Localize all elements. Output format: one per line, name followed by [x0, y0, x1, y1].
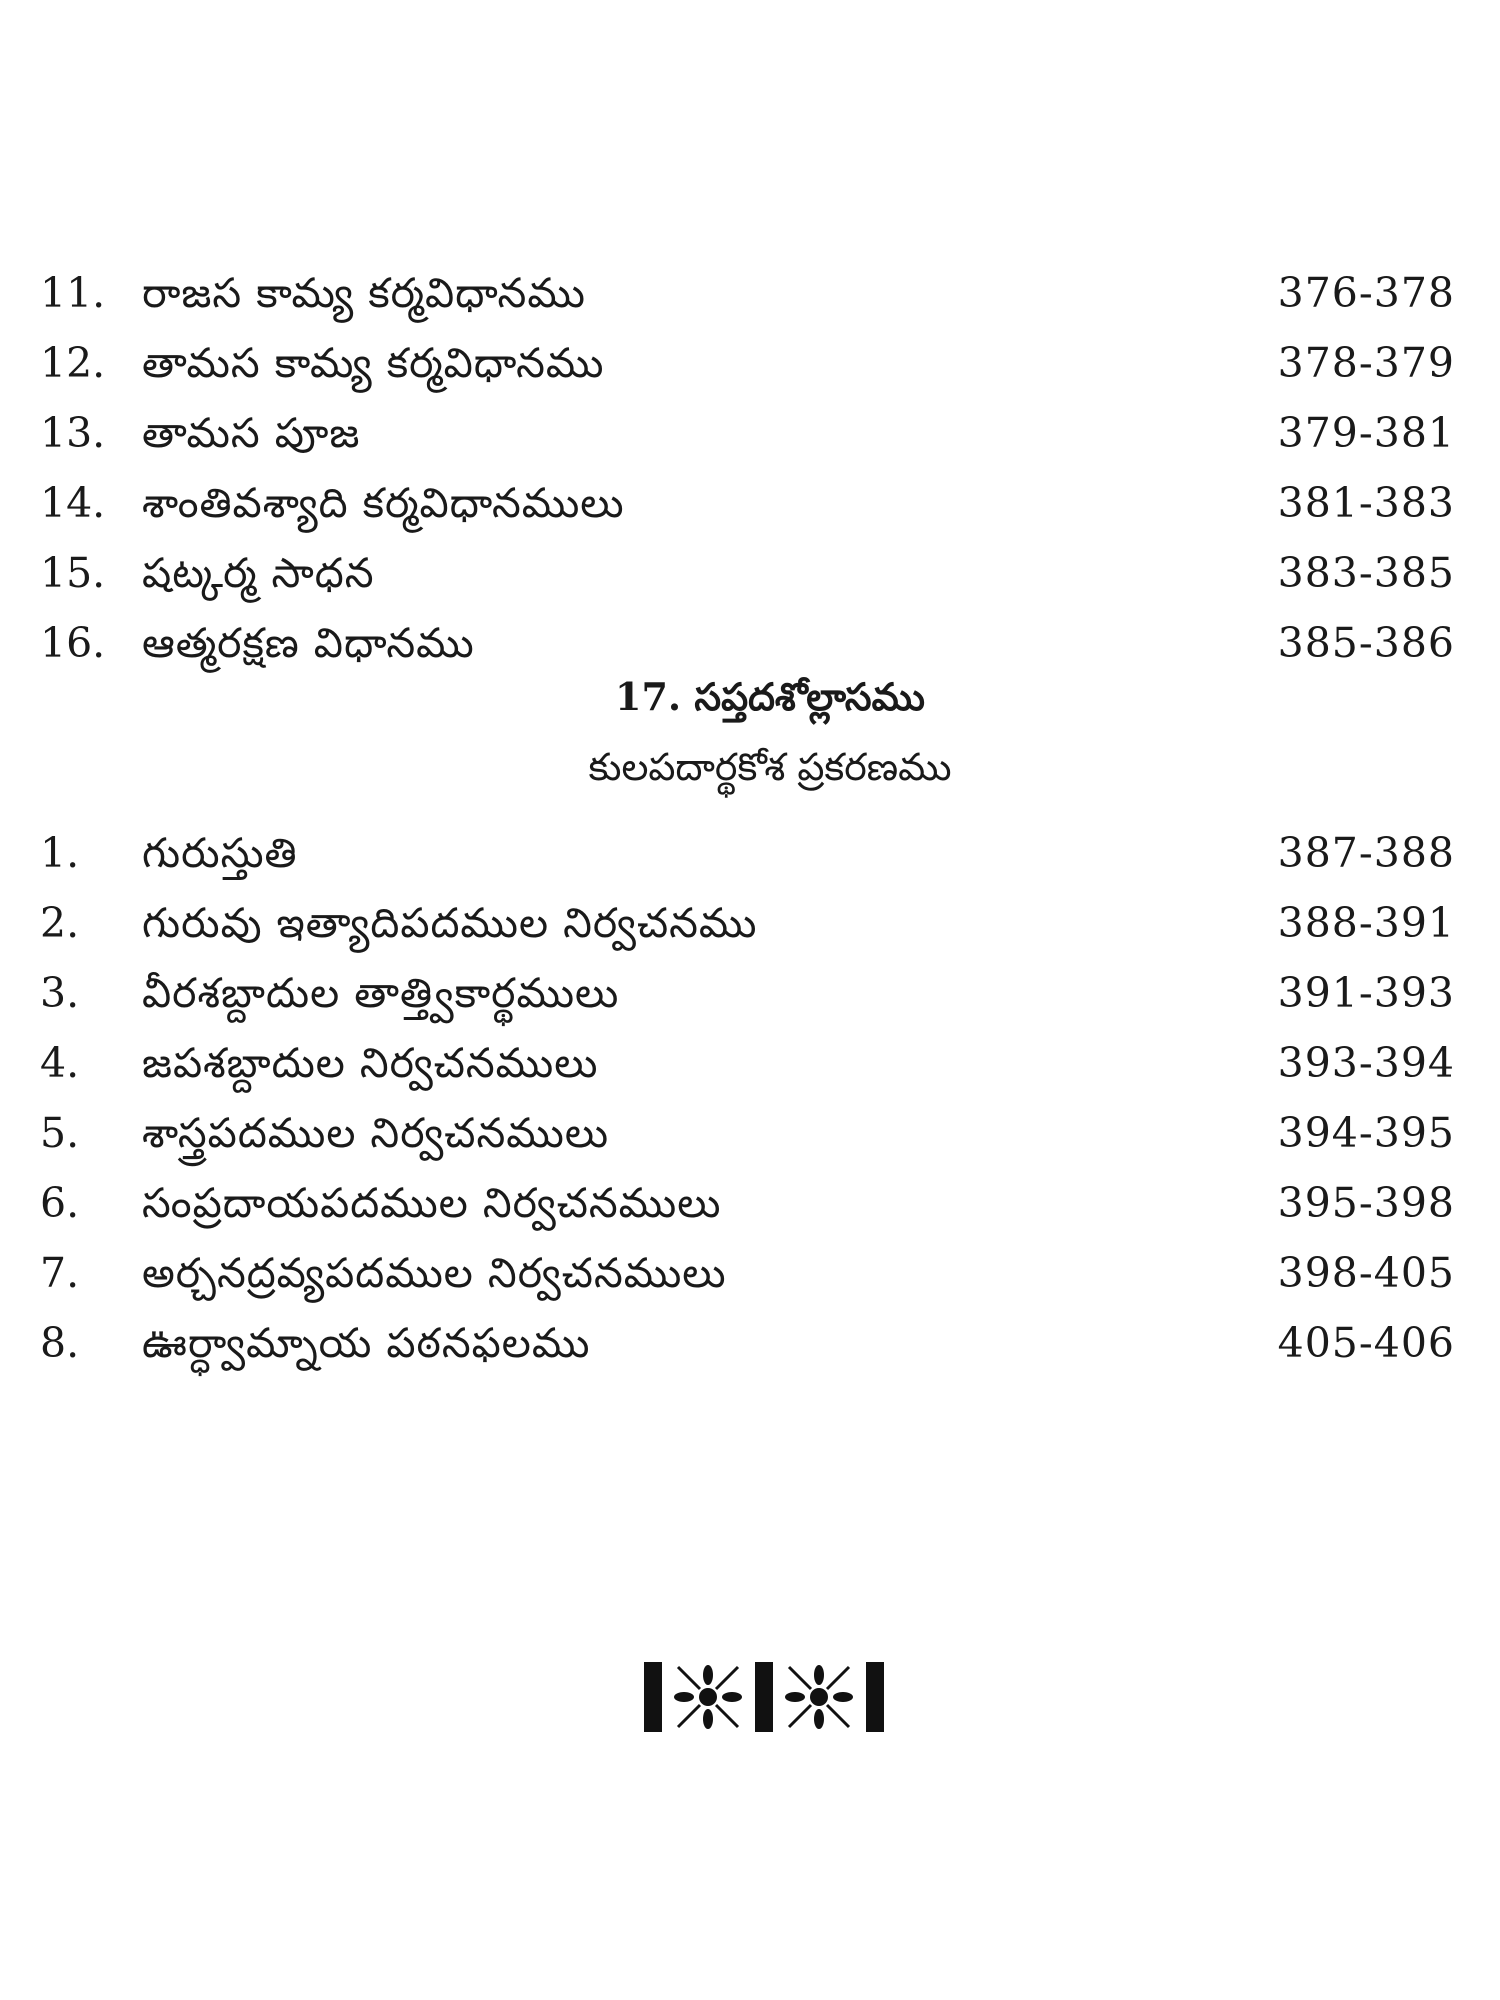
- entry-title: తామస కామ్య కర్మవిధానము: [142, 339, 605, 387]
- entry-title: ఆత్మరక్షణ విధానము: [142, 619, 475, 667]
- entry-number: 6.: [40, 1179, 80, 1227]
- entry-title: గురుస్తుతి: [142, 829, 298, 877]
- floral-divider-icon: [644, 1660, 884, 1734]
- toc-entry: [40, 258, 1455, 328]
- entry-title: అర్చనద్రవ్యపదముల నిర్వచనములు: [142, 1249, 727, 1297]
- entry-number: 4.: [40, 1039, 80, 1087]
- entry-pages: 383-385: [1277, 549, 1455, 597]
- entry-number: 14.: [40, 479, 106, 527]
- toc-list-previous-section: [40, 258, 1455, 678]
- toc-entry: [40, 608, 1455, 678]
- toc-entry: [40, 538, 1455, 608]
- entry-pages: 385-386: [1277, 619, 1455, 667]
- toc-list-section-17: [40, 818, 1455, 1378]
- entry-pages: 391-393: [1277, 969, 1455, 1017]
- entry-title: గురువు ఇత్యాదిపదముల నిర్వచనము: [142, 899, 758, 947]
- entry-pages: 405-406: [1277, 1319, 1455, 1367]
- toc-entry: [40, 1308, 1455, 1378]
- entry-title: శాస్త్రపదముల నిర్వచనములు: [142, 1109, 610, 1157]
- entry-number: 1.: [40, 829, 80, 877]
- entry-pages: 381-383: [1277, 479, 1455, 527]
- toc-entry: [40, 468, 1455, 538]
- entry-pages: 393-394: [1277, 1039, 1455, 1087]
- toc-entry: [40, 888, 1455, 958]
- entry-number: 8.: [40, 1319, 80, 1367]
- entry-number: 16.: [40, 619, 106, 667]
- entry-pages: 379-381: [1277, 409, 1455, 457]
- entry-number: 3.: [40, 969, 80, 1017]
- entry-number: 13.: [40, 409, 106, 457]
- toc-entry: [40, 1168, 1455, 1238]
- toc-entry: [40, 1098, 1455, 1168]
- entry-pages: 388-391: [1277, 899, 1455, 947]
- entry-number: 7.: [40, 1249, 80, 1297]
- section-heading: 17. సప్తదశోల్లాసము: [615, 674, 925, 719]
- entry-title: ఊర్ధ్వామ్నాయ పఠనఫలము: [142, 1319, 591, 1367]
- toc-entry: [40, 398, 1455, 468]
- entry-pages: 394-395: [1277, 1109, 1455, 1157]
- entry-pages: 398-405: [1277, 1249, 1455, 1297]
- toc-entry: [40, 328, 1455, 398]
- entry-pages: 395-398: [1277, 1179, 1455, 1227]
- entry-number: 2.: [40, 899, 80, 947]
- entry-number: 15.: [40, 549, 106, 597]
- section-subheading: కులపదార్థకోశ ప్రకరణము: [588, 745, 952, 789]
- entry-title: శాంతివశ్యాది కర్మవిధానములు: [142, 479, 625, 527]
- toc-entry: [40, 1238, 1455, 1308]
- entry-title: తామస పూజ: [142, 409, 361, 457]
- entry-number: 12.: [40, 339, 106, 387]
- entry-number: 11.: [40, 269, 106, 317]
- entry-pages: 387-388: [1277, 829, 1455, 877]
- toc-entry: [40, 958, 1455, 1028]
- entry-title: సంప్రదాయపదముల నిర్వచనములు: [142, 1179, 722, 1227]
- entry-title: రాజస కామ్య కర్మవిధానము: [142, 269, 586, 317]
- entry-number: 5.: [40, 1109, 80, 1157]
- toc-entry: [40, 818, 1455, 888]
- entry-pages: 378-379: [1277, 339, 1455, 387]
- toc-entry: [40, 1028, 1455, 1098]
- entry-title: జపశబ్దాదుల నిర్వచనములు: [142, 1039, 599, 1087]
- entry-pages: 376-378: [1277, 269, 1455, 317]
- entry-title: షట్కర్మ సాధన: [142, 549, 375, 597]
- entry-title: వీరశబ్దాదుల తాత్త్వికార్థములు: [142, 969, 620, 1017]
